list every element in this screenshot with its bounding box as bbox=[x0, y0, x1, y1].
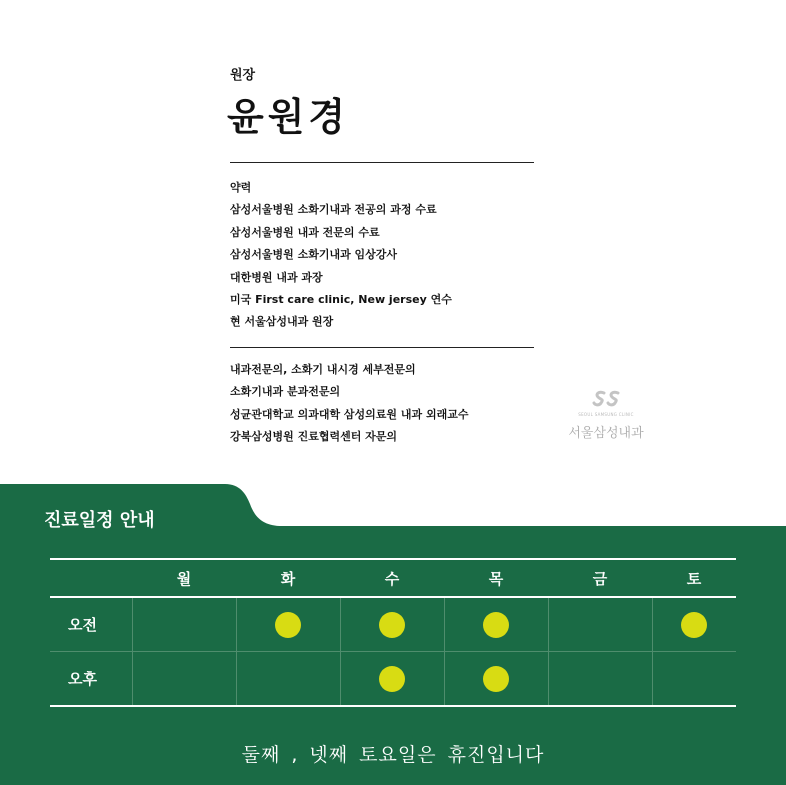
schedule-cell bbox=[236, 652, 340, 707]
row-label: 오후 bbox=[50, 652, 132, 707]
schedule-table bbox=[50, 558, 736, 707]
schedule-cell bbox=[548, 652, 652, 707]
schedule-cell bbox=[132, 597, 236, 652]
row-label: 오전 bbox=[50, 597, 132, 652]
credential-item: 소화기내과 분과전문의 bbox=[230, 385, 341, 399]
schedule-cell bbox=[236, 597, 340, 652]
divider-top bbox=[230, 162, 534, 163]
clinic-logo-subtext: SEOUL SAMSUNG CLINIC bbox=[578, 412, 634, 417]
open-dot bbox=[379, 666, 405, 692]
career-item: 대한병원 내과 과장 bbox=[230, 270, 323, 284]
schedule-cell bbox=[652, 652, 736, 707]
day-header: 월 bbox=[132, 559, 236, 597]
credentials-section bbox=[230, 359, 468, 449]
career-item: 현 서울삼성내과 원장 bbox=[230, 315, 334, 329]
credential-item: 성균관대학교 의과대학 삼성의료원 내과 외래교수 bbox=[230, 407, 469, 421]
schedule-cell bbox=[444, 652, 548, 707]
open-dot bbox=[379, 612, 405, 638]
clinic-logo-icon bbox=[591, 390, 621, 410]
doctor-name: 윤원경 bbox=[227, 95, 350, 139]
schedule-cell bbox=[444, 597, 548, 652]
divider-middle bbox=[230, 347, 534, 348]
credential-item: 내과전문의, 소화기 내시경 세부전문의 bbox=[230, 363, 416, 376]
day-header: 화 bbox=[236, 559, 340, 597]
role-label: 원장 bbox=[230, 68, 256, 83]
day-header: 토 bbox=[652, 559, 736, 597]
schedule-row-morning bbox=[50, 597, 736, 652]
schedule-row-afternoon bbox=[50, 652, 736, 707]
schedule-cell bbox=[652, 597, 736, 652]
career-title: 약력 bbox=[230, 181, 252, 194]
schedule-header-row bbox=[50, 559, 736, 597]
open-dot bbox=[483, 612, 509, 638]
career-item: 미국 First care clinic, New jersey 연수 bbox=[230, 293, 452, 307]
career-section bbox=[230, 177, 452, 334]
career-item: 삼성서울병원 소화기내과 전공의 과정 수료 bbox=[230, 203, 437, 217]
open-dot bbox=[275, 612, 301, 638]
schedule-cell bbox=[340, 652, 444, 707]
day-header: 수 bbox=[340, 559, 444, 597]
schedule-cell bbox=[548, 597, 652, 652]
schedule-cell bbox=[132, 652, 236, 707]
career-item: 삼성서울병원 소화기내과 임상강사 bbox=[230, 248, 398, 262]
header-empty bbox=[50, 559, 132, 597]
open-dot bbox=[483, 666, 509, 692]
credential-item: 강북삼성병원 진료협력센터 자문의 bbox=[230, 430, 398, 444]
open-dot bbox=[681, 612, 707, 638]
clinic-logo-name: 서울삼성내과 bbox=[568, 426, 644, 441]
day-header: 목 bbox=[444, 559, 548, 597]
schedule-cell bbox=[340, 597, 444, 652]
schedule-title: 진료일정 안내 bbox=[44, 510, 155, 531]
clinic-logo bbox=[560, 390, 652, 441]
closure-notice: 둘째 , 넷째 토요일은 휴진입니다 bbox=[241, 744, 545, 766]
career-item: 삼성서울병원 내과 전문의 수료 bbox=[230, 225, 380, 239]
day-header: 금 bbox=[548, 559, 652, 597]
